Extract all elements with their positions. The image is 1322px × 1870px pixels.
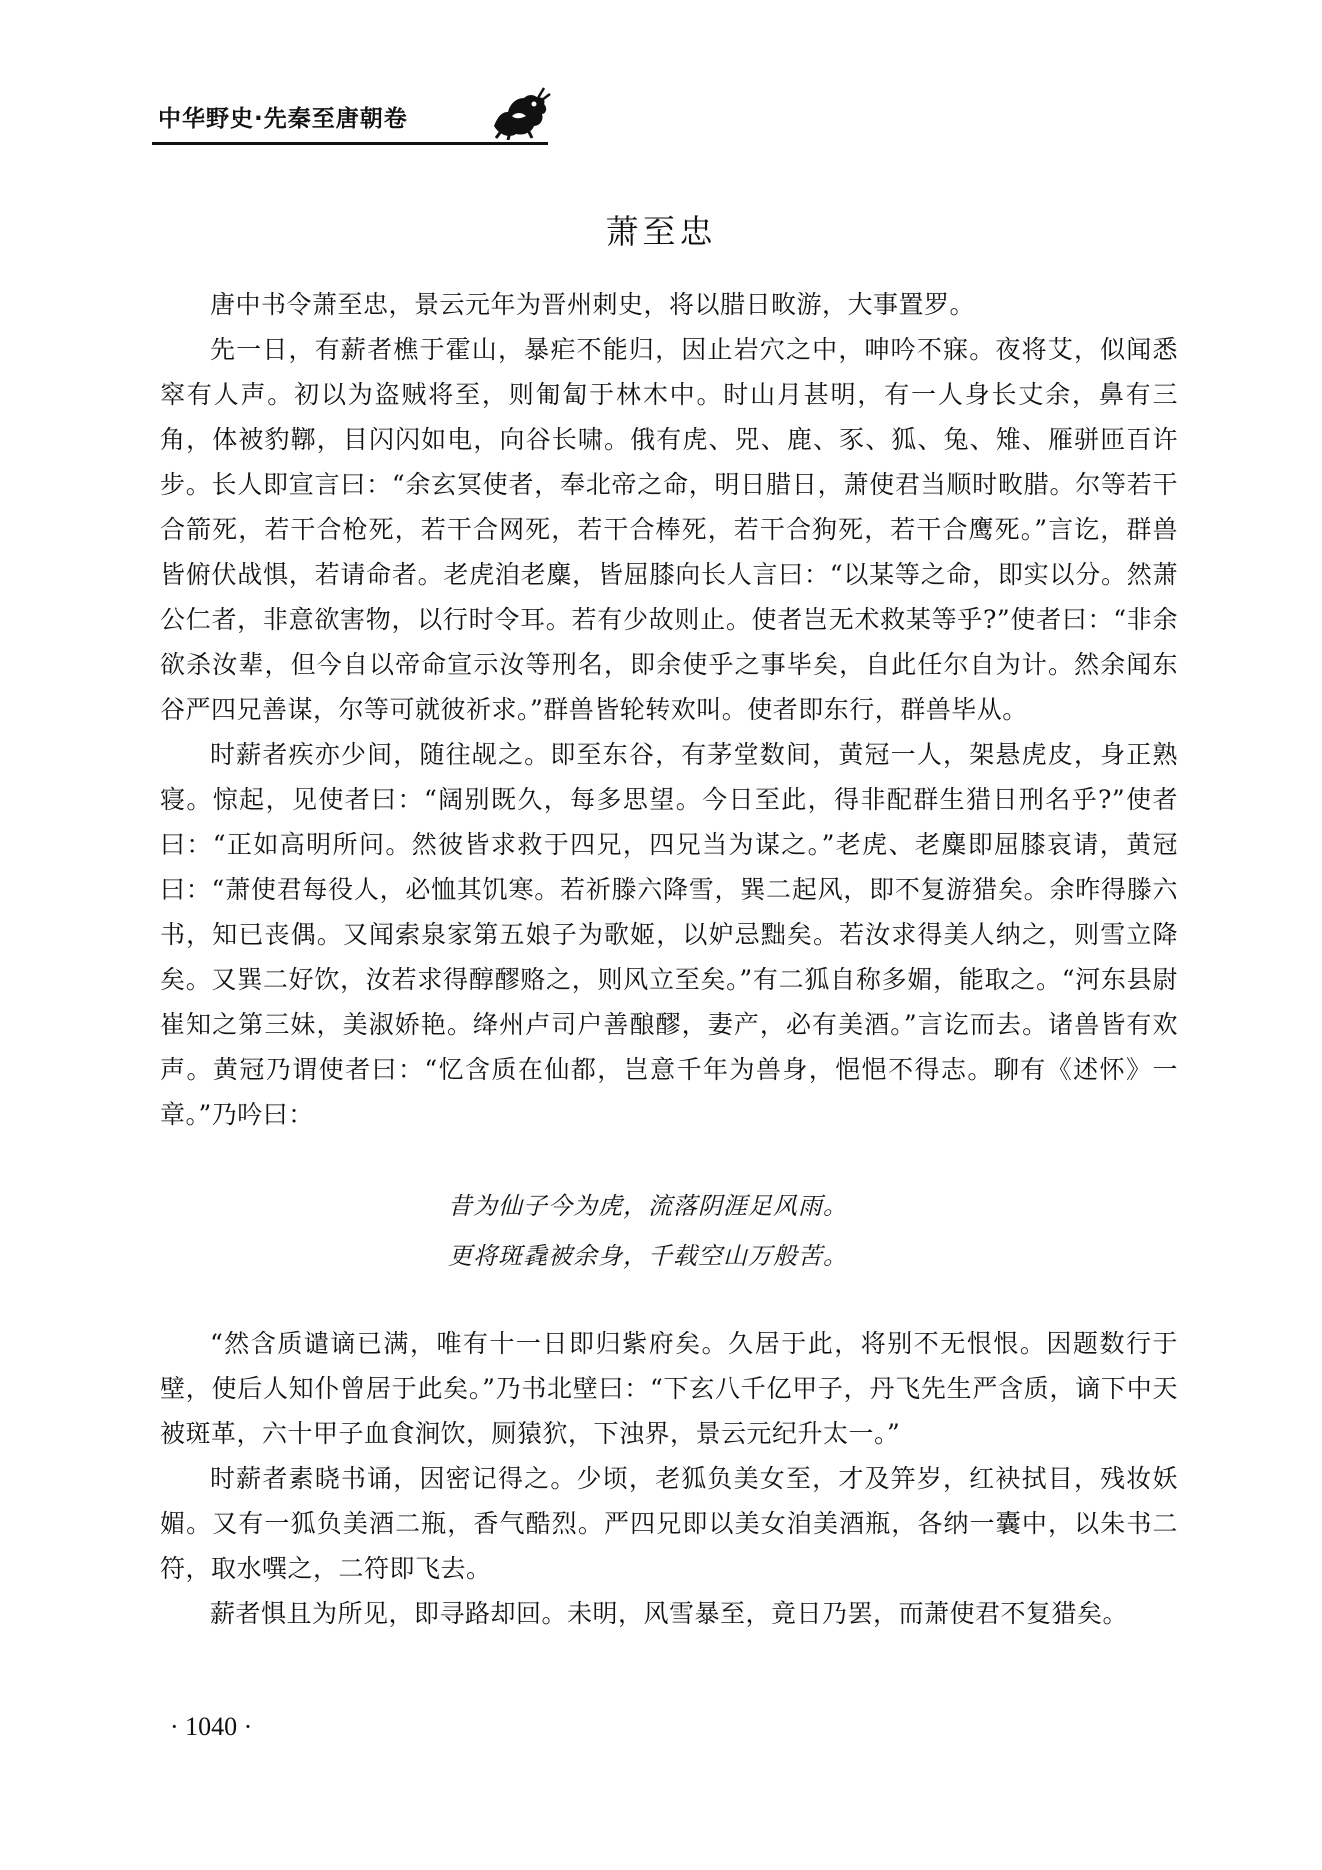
poem-line: 昔为仙子今为虎，流落阴涯足风雨。: [448, 1192, 848, 1220]
paragraph: 时薪者素晓书诵，因密记得之。少顷，老狐负美女至，才及笄岁，红袂拭目，残妆妖媚。又有一狐负美酒二瓶，香气酷烈。严四兄即以美女洎美酒瓶，各纳一囊中，以朱书二符，取水噀之，二符即飞去。: [160, 1464, 1178, 1583]
book-title: 中华野史·先秦至唐朝卷: [158, 106, 408, 132]
paragraph: 时薪者疾亦少间，随往觇之。即至东谷，有茅堂数间，黄冠一人，架悬虎皮，身正熟寝。惊起，见使者曰：“阔别既久，每多思望。今日至此，得非配群生猎日刑名乎?”使者曰：“正如高明所问。然彼皆求救于四兄，四兄当为谋之。”老虎、老麋即屈膝哀请，黄冠曰：“萧使君每役人，必恤其饥寒。若祈滕六降雪，巽二起风，即不复游猎矣。余昨得滕六书，知已丧偶。又闻索泉家第五娘子为歌姬，以妒忌黜矣。若汝求得美人纳之，则雪立降矣。又巽二好饮，汝若求得醇醪赂之，则风立至矣。”有二狐自称多媚，能取之。“河东县尉崔知之第三妹，美淑娇艳。绛州卢司户善酿醪，妻产，必有美酒。”言讫而去。诸兽皆有欢声。黄冠乃谓使者曰：“忆含质在仙都，岂意千年为兽身，悒悒不得志。聊有《述怀》一章。”乃吟曰：: [160, 740, 1178, 1129]
paragraph: 薪者惧且为所见，即寻路却回。未明，风雪暴至，竟日乃罢，而萧使君不复猎矣。: [210, 1599, 1129, 1628]
article-body: [160, 282, 1178, 1636]
poem-line: 更将斑毳被余身，千载空山万般苦。: [448, 1242, 848, 1270]
paragraph: 先一日，有薪者樵于霍山，暴疟不能归，因止岩穴之中，呻吟不寐。夜将艾，似闻悉窣有人声。初以为盗贼将至，则匍匐于林木中。时山月甚明，有一人身长丈余，鼻有三角，体被豹鞹，目闪闪如电，向谷长啸。俄有虎、兕、鹿、豕、狐、兔、雉、雁骈匝百许步。长人即宣言曰：“余玄冥使者，奉北帝之命，明日腊日，萧使君当顺时畋腊。尔等若干合箭死，若干合枪死，若干合网死，若干合棒死，若干合狗死，若干合鹰死。”言讫，群兽皆俯伏战惧，若请命者。老虎洎老麋，皆屈膝向长人言曰：“以某等之命，即实以分。然萧公仁者，非意欲害物，以行时令耳。若有少故则止。使者岂无术救某等乎?”使者曰：“非余欲杀汝辈，但今自以帝命宣示汝等刑名，即余使乎之事毕矣，自此任尔自为计。然余闻东谷严四兄善谋，尔等可就彼祈求。”群兽皆轮转欢叫。使者即东行，群兽毕从。: [160, 335, 1178, 724]
dragon-emblem-icon: [488, 86, 552, 140]
paragraph: 唐中书令萧至忠，景云元年为晋州刺史，将以腊日畋游，大事置罗。: [210, 290, 976, 319]
page-number: · 1040 ·: [170, 1712, 253, 1741]
paragraph: “然含质谴谪已满，唯有十一日即归紫府矣。久居于此，将别不无恨恨。因题数行于壁，使后人知仆曾居于此矣。”乃书北壁曰：“下玄八千亿甲子，丹飞先生严含质，谪下中天被斑革，六十甲子血食涧饮，厕猿狖，下浊界，景云元纪升太一。”: [160, 1329, 1178, 1448]
poem: [160, 1181, 1178, 1281]
running-header: [152, 92, 548, 145]
article-title: 萧至忠: [605, 212, 717, 251]
